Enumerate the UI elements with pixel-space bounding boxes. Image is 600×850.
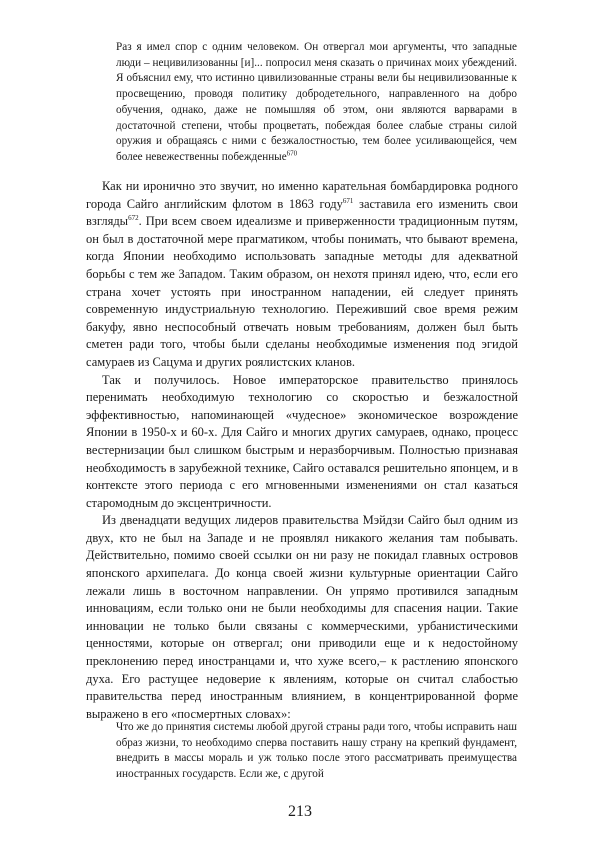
quote-top-text: Раз я имел спор с одним человеком. Он отвергал мои аргументы, что западные люди – нецивилизованны [и]... попросил меня сказать о причинах моих убеждений. Я объяснил ему, что истинно цивилизованные страны вели бы нецивилизованные к просвещению, проводя политику добродетельного, направленного на добро обучения, однако, даже не помышляя об этом, они являются варварами в достаточной степени, чтобы процветать, побеждая более слабые страны силой оружия и обращаясь с ними с безжалостностью, тем более усиливающейся, чем более невежественны побежденные — [116, 41, 517, 163]
paragraph-1-text-a: Как ни иронично это звучит, но именно карательная бомбардировка родного города Сайго английским флотом в 1863 году — [86, 179, 518, 211]
paragraph-1-text-c: . При всем своем идеализме и приверженности традиционным путям, он был в достаточной мере прагматиком, чтобы понимать, что бывают времена, когда Японии необходимо использовать западные методы для адекватной борьбы с тем же Западом. Таким образом, он нехотя принял идею, что, если его страна хочет устоять при иностранном нападении, ей следует принять современную индустриальную технологию. Переживший свое время режим бакуфу, явно неспособный отвечать новым требованиям, должен был быть сметен ради того, чтобы были сделаны необходимые изменения под эгидой самураев из Сацума и других роялистских кланов. — [86, 214, 518, 369]
footnote-ref-671: 671 — [342, 196, 354, 205]
main-body-text — [86, 178, 518, 723]
block-quote-top — [116, 40, 517, 166]
paragraph-3: Из двенадцати ведущих лидеров правительства Мэйдзи Сайго был одним из двух, кто не был на Западе и не проявлял никакого желания там побывать. Действительно, помимо своей ссылки он ни разу не покидал главных островов японского архипелага. До конца своей жизни культурные ориентации Сайго лежали лишь в восточном направлении. Он упрямо противился западным инновациям, если только они не были необходимы для спасения нации. Такие инновации не только были связаны с коммерческими, урбанистическими ценностями, которые он отвергал; они приводили еще и к недостойному преклонению перед иностранцами и, что хуже всего,– к растлению японского духа. Его растущее недоверие к явлениям, которые он считал слабостью правительства перед иностранным влиянием, в концентрированной форме выражено в его «посмертных словах»: — [86, 513, 518, 721]
footnote-ref-670: 670 — [286, 149, 298, 158]
page-number: 213 — [288, 803, 312, 820]
paragraph-1 — [86, 178, 518, 372]
paragraph-1-text-b: заставила его изменить свои взгляды — [86, 196, 518, 229]
footnote-ref-672: 672 — [128, 214, 139, 223]
block-quote-bottom: Что же до принятия системы любой другой страны ради того, чтобы исправить наш образ жизни, то необходимо сперва поставить нашу страну на крепкий фундамент, внедрить в массы мораль и уж только после этого рассматривать преимущества иностранных государств. Если же, с другой — [116, 721, 517, 781]
paragraph-2: Так и получилось. Новое императорское правительство принялось перенимать необходимую технологию со скоростью и безжалостной эффективностью, напоминающей «чудесное» экономическое возрождение Японии в 1950-х и 60-х. Для Сайго и многих других самураев, однако, процесс вестернизации был слишком быстрым и неразборчивым. Полностью признавая необходимость в зарубежной технике, Сайго оставался решительно японцем, и в контексте этого периода с его мгновенными изменениями он стал казаться старомодным до эксцентричности. — [86, 372, 518, 510]
